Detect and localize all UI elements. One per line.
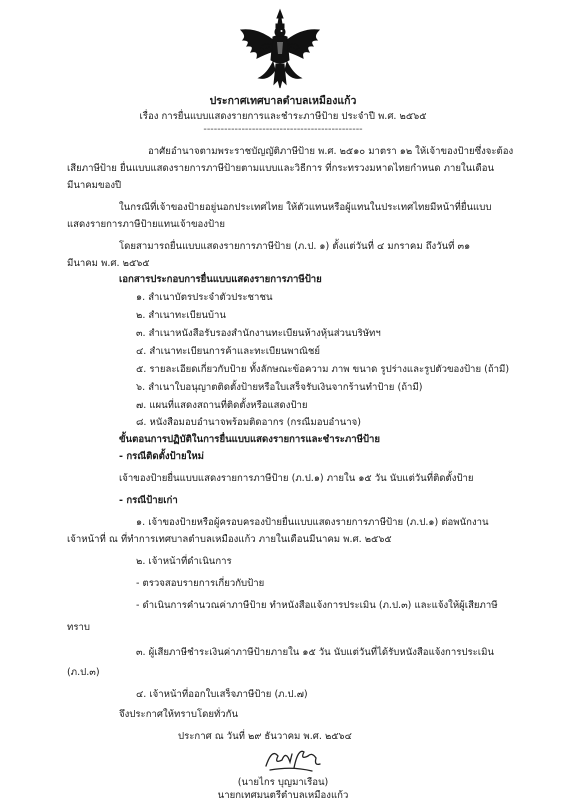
old-step-2b-line-1: - ดำเนินการคำนวณค่าภาษีป้าย ทำหนังสือแจ้งการประเมิน (ภ.ป.๓) และแจ้งให้ผู้เสียภาษี — [136, 600, 498, 611]
old-step-2: ๒. เจ้าหน้าที่ดำเนินการ — [136, 556, 232, 567]
intro-paragraph-3-line-1: โดยสามารถยื่นแบบแสดงรายการภาษีป้าย (ภ.ป. ๑) ตั้งแต่วันที่ ๔ มกราคม ถึงวันที่ ๓๑ — [119, 241, 471, 252]
divider-line: ---------------------------------------------- — [203, 124, 363, 135]
document-subject: เรื่อง การยื่นแบบแสดงรายการและชำระภาษีป้าย ประจำปี พ.ศ. ๒๕๖๕ — [139, 111, 427, 122]
document-item: ๕. รายละเอียดเกี่ยวกับป้าย ทั้งลักษณะข้อความ ภาพ ขนาด รูปร่างและรูปตัวของป้าย (ถ้ามี) — [136, 364, 510, 375]
intro-paragraph-1-line-1: อาศัยอำนาจตามพระราชบัญญัติภาษีป้าย พ.ศ. ๒๕๑๐ มาตรา ๑๒ ให้เจ้าของป้ายซึ่งจะต้อง — [148, 146, 514, 157]
old-step-3-line-1: ๓. ผู้เสียภาษีชำระเงินค่าภาษีป้ายภายใน ๑๕ วัน นับแต่วันที่ได้รับหนังสือแจ้งการประเมิน — [136, 647, 494, 658]
old-step-4: ๔. เจ้าหน้าที่ออกใบเสร็จภาษีป้าย (ภ.ป.๗) — [136, 689, 308, 700]
signer-title: นายกเทศมนตรีตำบลเหมืองแก้ว — [217, 790, 349, 801]
old-step-3-line-2: (ภ.ป.๓) — [67, 667, 100, 678]
intro-paragraph-2-line-2: แสดงรายการภาษีป้ายแทนเจ้าของป้าย — [67, 219, 226, 230]
closing-statement: จึงประกาศให้ทราบโดยทั่วกัน — [119, 709, 239, 720]
old-step-2b-line-2: ทราบ — [67, 622, 90, 633]
signer-name: (นายไกร บุญมาเรือน) — [237, 777, 329, 788]
document-item: ๒. สำเนาทะเบียนบ้าน — [136, 310, 226, 321]
old-sign-heading: - กรณีป้ายเก่า — [119, 495, 178, 506]
document-item: ๖. สำเนาใบอนุญาตติดตั้งป้ายหรือใบเสร็จรับเงินจากร้านทำป้าย (ถ้ามี) — [136, 382, 423, 393]
document-item: ๗. แผนที่แสดงสถานที่ติดตั้งหรือแสดงป้าย — [136, 400, 308, 411]
old-step-2a: - ตรวจสอบรายการเกี่ยวกับป้าย — [136, 578, 265, 589]
new-sign-heading: - กรณีติดตั้งป้ายใหม่ — [119, 451, 204, 462]
old-step-1-line-2: เจ้าหน้าที่ ณ ที่ทำการเทศบาลตำบลเหมืองแก้ว ภายในเดือนมีนาคม พ.ศ. ๒๕๖๕ — [67, 534, 392, 545]
document-item: ๑. สำเนาบัตรประจำตัวประชาชน — [136, 292, 273, 303]
intro-paragraph-3-line-2: มีนาคม พ.ศ. ๒๕๖๕ — [67, 258, 150, 269]
document-item: ๓. สำเนาหนังสือรับรองสำนักงานทะเบียนห้างหุ้นส่วนบริษัทฯ — [136, 328, 381, 339]
intro-paragraph-2-line-1: ในกรณีที่เจ้าของป้ายอยู่นอกประเทศไทย ให้ตัวแทนหรือผู้แทนในประเทศไทยมีหน้าที่ยื่นแบบ — [119, 202, 492, 213]
document-item: ๘. หนังสือมอบอำนาจพร้อมติดอากร (กรณีมอบอำนาจ) — [136, 417, 361, 428]
garuda-emblem-icon — [237, 8, 323, 90]
intro-paragraph-1-line-2: เสียภาษีป้าย ยื่นแบบแสดงรายการภาษีป้ายตามแบบและวิธีการ ที่กระทรวงมหาดไทยกำหนด ภายในเดือน — [67, 163, 495, 174]
document-item: ๔. สำเนาทะเบียนการค้าและทะเบียนพาณิชย์ — [136, 346, 320, 357]
old-step-1-line-1: ๑. เจ้าของป้ายหรือผู้ครอบครองป้ายยื่นแบบแสดงรายการภาษีป้าย (ภ.ป.๑) ต่อพนักงาน — [136, 517, 489, 528]
handwritten-signature — [262, 744, 324, 774]
documents-heading: เอกสารประกอบการยื่นแบบแสดงรายการภาษีป้าย — [119, 274, 322, 285]
procedure-heading: ขั้นตอนการปฏิบัติในการยื่นแบบแสดงรายการและชำระภาษีป้าย — [119, 434, 381, 445]
intro-paragraph-1-line-3: มีนาคมของปี — [67, 180, 122, 191]
document-title: ประกาศเทศบาลตำบลเหมืองแก้ว — [209, 95, 357, 107]
announcement-date: ประกาศ ณ วันที่ ๒๙ ธันวาคม พ.ศ. ๒๕๖๔ — [178, 731, 352, 742]
new-sign-text: เจ้าของป้ายยื่นแบบแสดงรายการภาษีป้าย (ภ.ป.๑) ภายใน ๑๕ วัน นับแต่วันที่ติดตั้งป้าย — [119, 473, 474, 484]
